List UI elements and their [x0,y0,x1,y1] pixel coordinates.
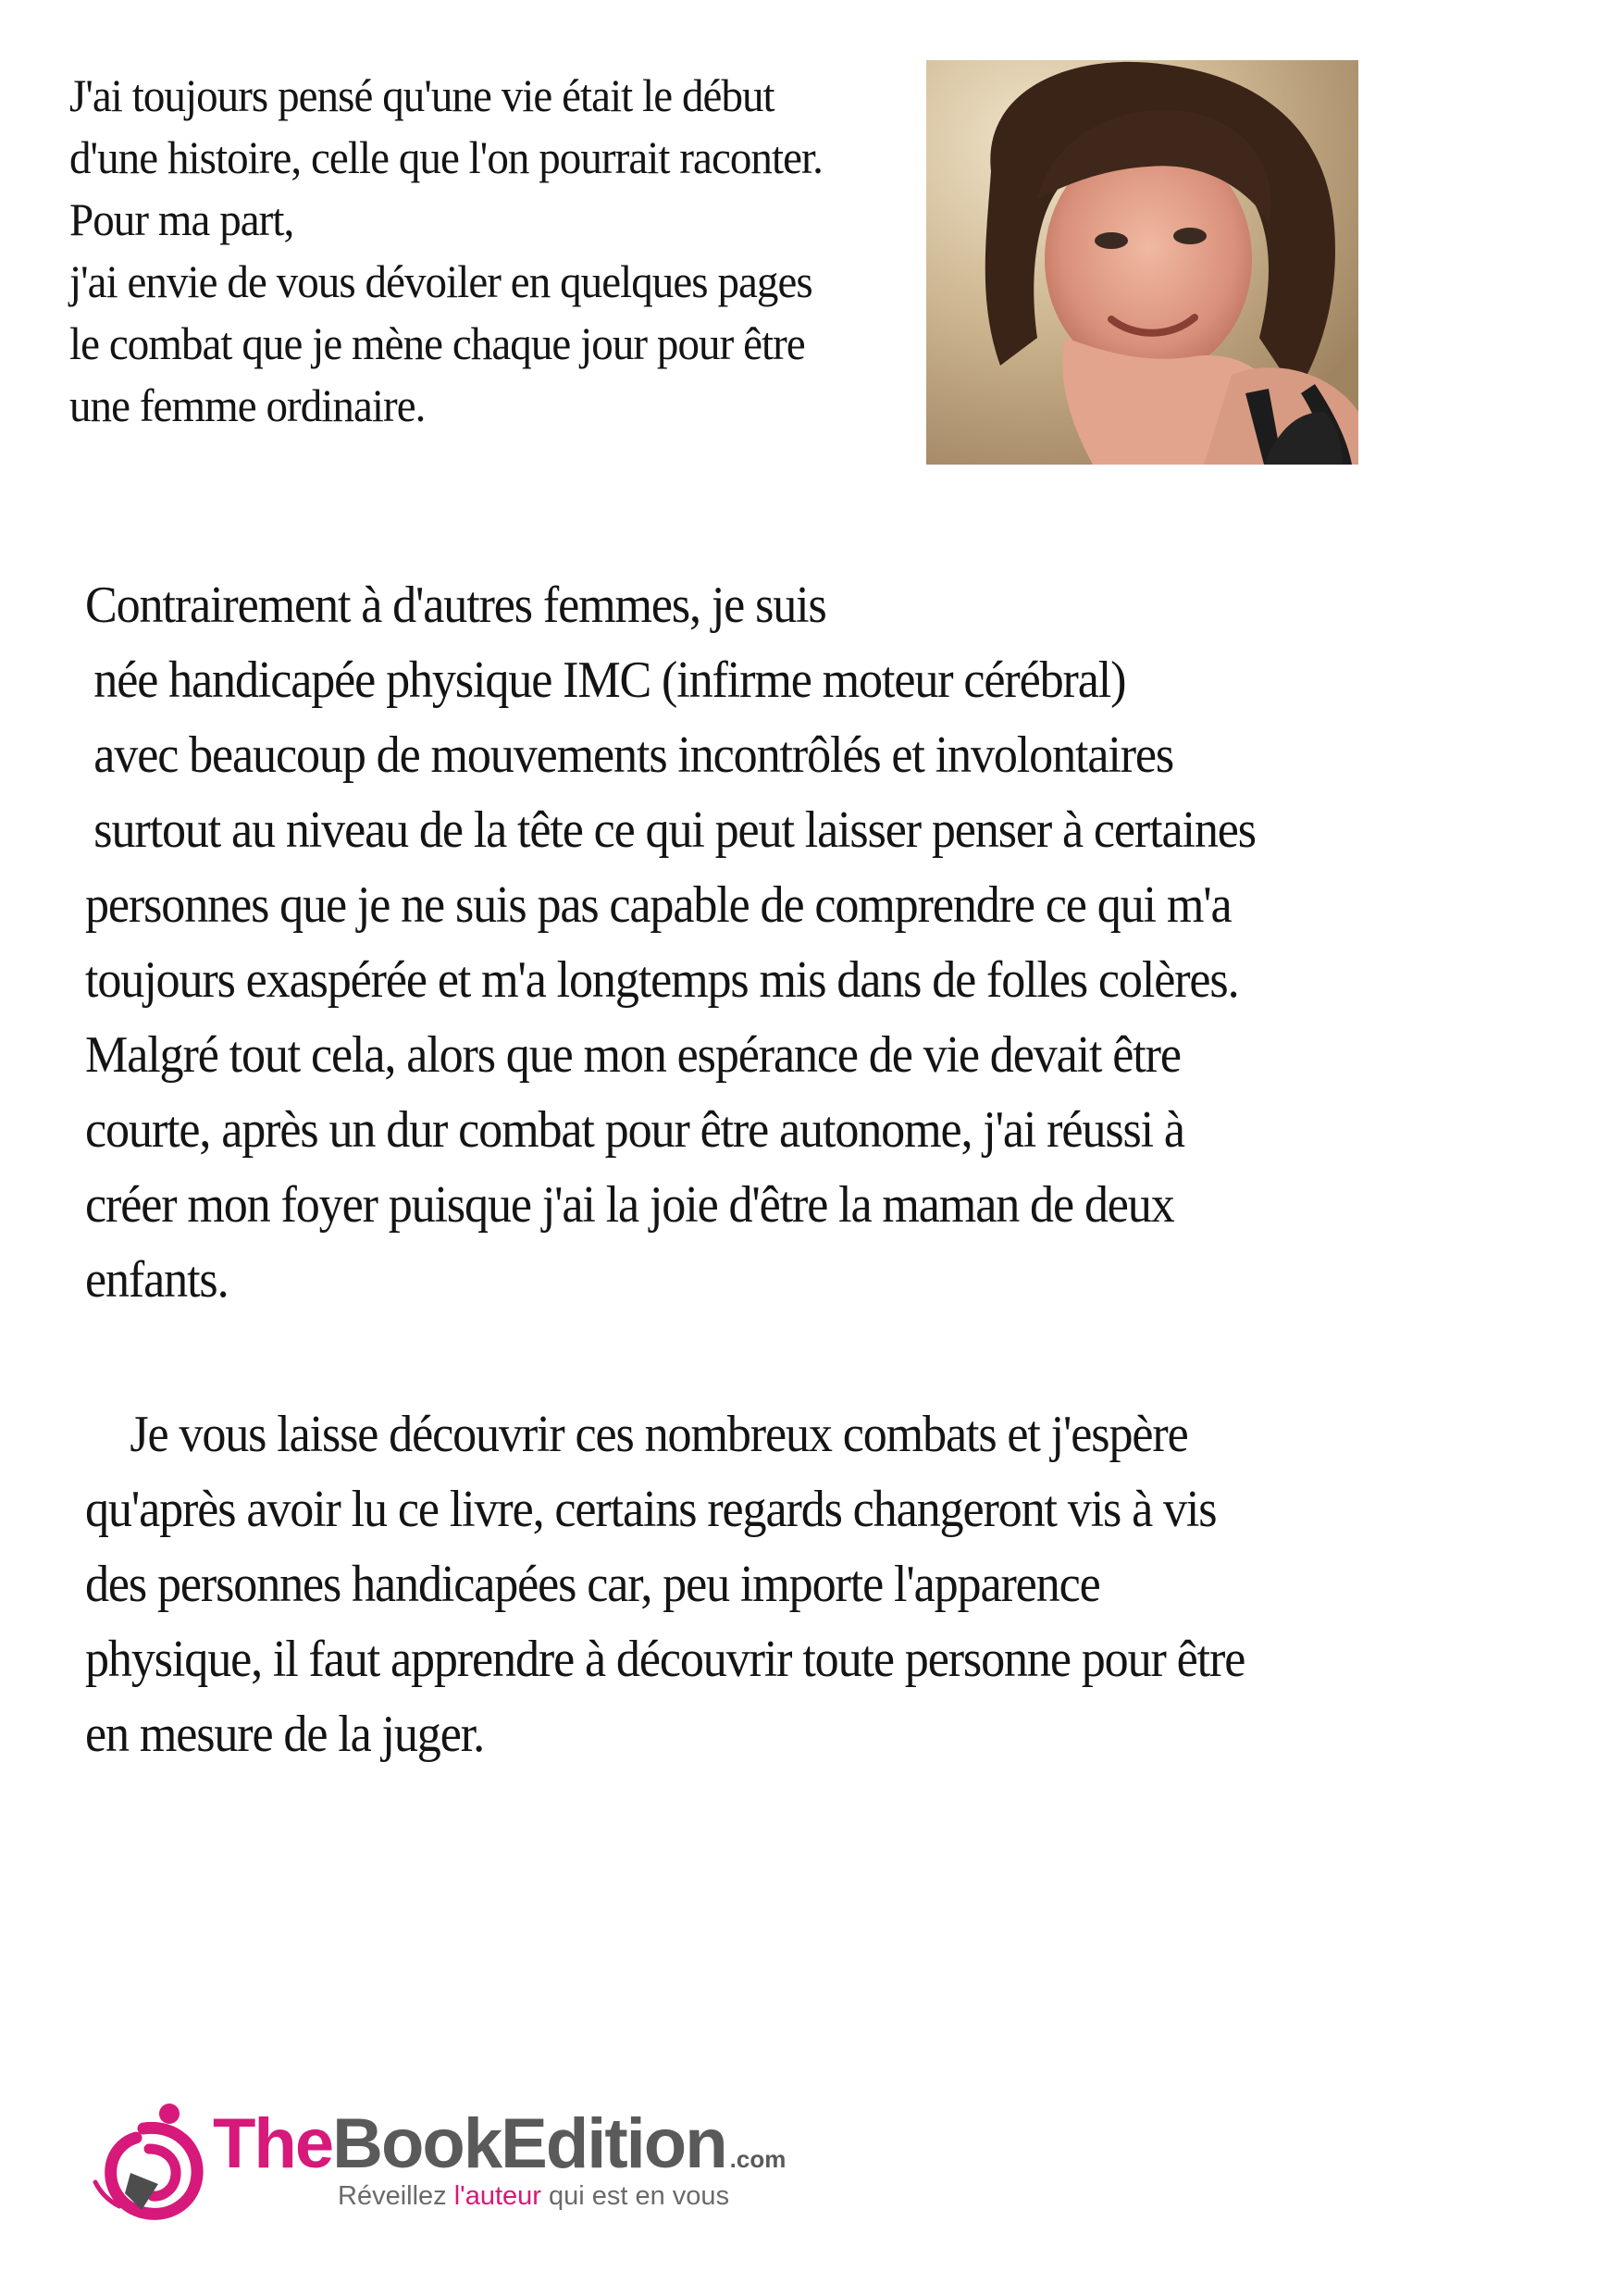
body-line: des personnes handicapées car, peu importe l'apparence [85,1556,1100,1613]
intro-line: J'ai toujours pensé qu'une vie était le début [69,69,774,121]
body-paragraph-1 [85,568,1307,1318]
tagline-post: qui est en vous [540,2181,730,2211]
body-line: Malgré tout cela, alors que mon espérance de vie devait être [85,1026,1181,1084]
body-line: qu'après avoir lu ce livre, certains regards changeront vis à vis [85,1481,1217,1538]
logo-book: Book [332,2104,502,2183]
logo-edition: Edition [501,2104,726,2183]
body-line: toujours exaspérée et m'a longtemps mis dans de folles colères. [85,951,1239,1009]
logo-tagline [338,2180,729,2212]
body-line: Contrairement à d'autres femmes, je suis [85,577,826,634]
body-paragraph-2 [85,1397,1307,1772]
logo-the: The [213,2104,333,2183]
logo-dotcom: .com [729,2145,787,2173]
body-line: créer mon foyer puisque j'ai la joie d'être la maman de deux [85,1176,1174,1234]
body-line: née handicapée physique IMC (infirme moteur cérébral) [93,652,1126,709]
intro-line: Pour ma part, [69,193,294,245]
body-line: courte, après un dur combat pour être autonome, j'ai réussi à [85,1101,1184,1159]
intro-line: j'ai envie de vous dévoiler en quelques pages [69,255,812,307]
author-photo [926,60,1358,465]
tagline-pre: Réveillez [338,2181,454,2211]
intro-text [69,65,878,437]
body-line: personnes que je ne suis pas capable de comprendre ce qui m'a [85,876,1232,934]
publisher-logo [88,2101,847,2221]
body-line: enfants. [85,1251,229,1309]
body-line: Je vous laisse découvrir ces nombreux combats et j'espère [130,1406,1188,1463]
author-portrait-photo [926,60,1358,465]
body-line: surtout au niveau de la tête ce qui peut laisser penser à certaines [93,801,1256,859]
intro-line: une femme ordinaire. [69,379,426,431]
intro-line: d'une histoire, celle que l'on pourrait raconter. [69,131,823,183]
body-line: physique, il faut apprendre à découvrir toute personne pour être [85,1631,1245,1688]
body-line: en mesure de la juger. [85,1706,484,1763]
thebookedition-logo-icon [88,2101,213,2221]
intro-line: le combat que je mène chaque jour pour être [69,317,805,369]
body-line: avec beaucoup de mouvements incontrôlés et involontaires [93,726,1174,784]
tagline-accent: l'auteur [453,2181,541,2211]
